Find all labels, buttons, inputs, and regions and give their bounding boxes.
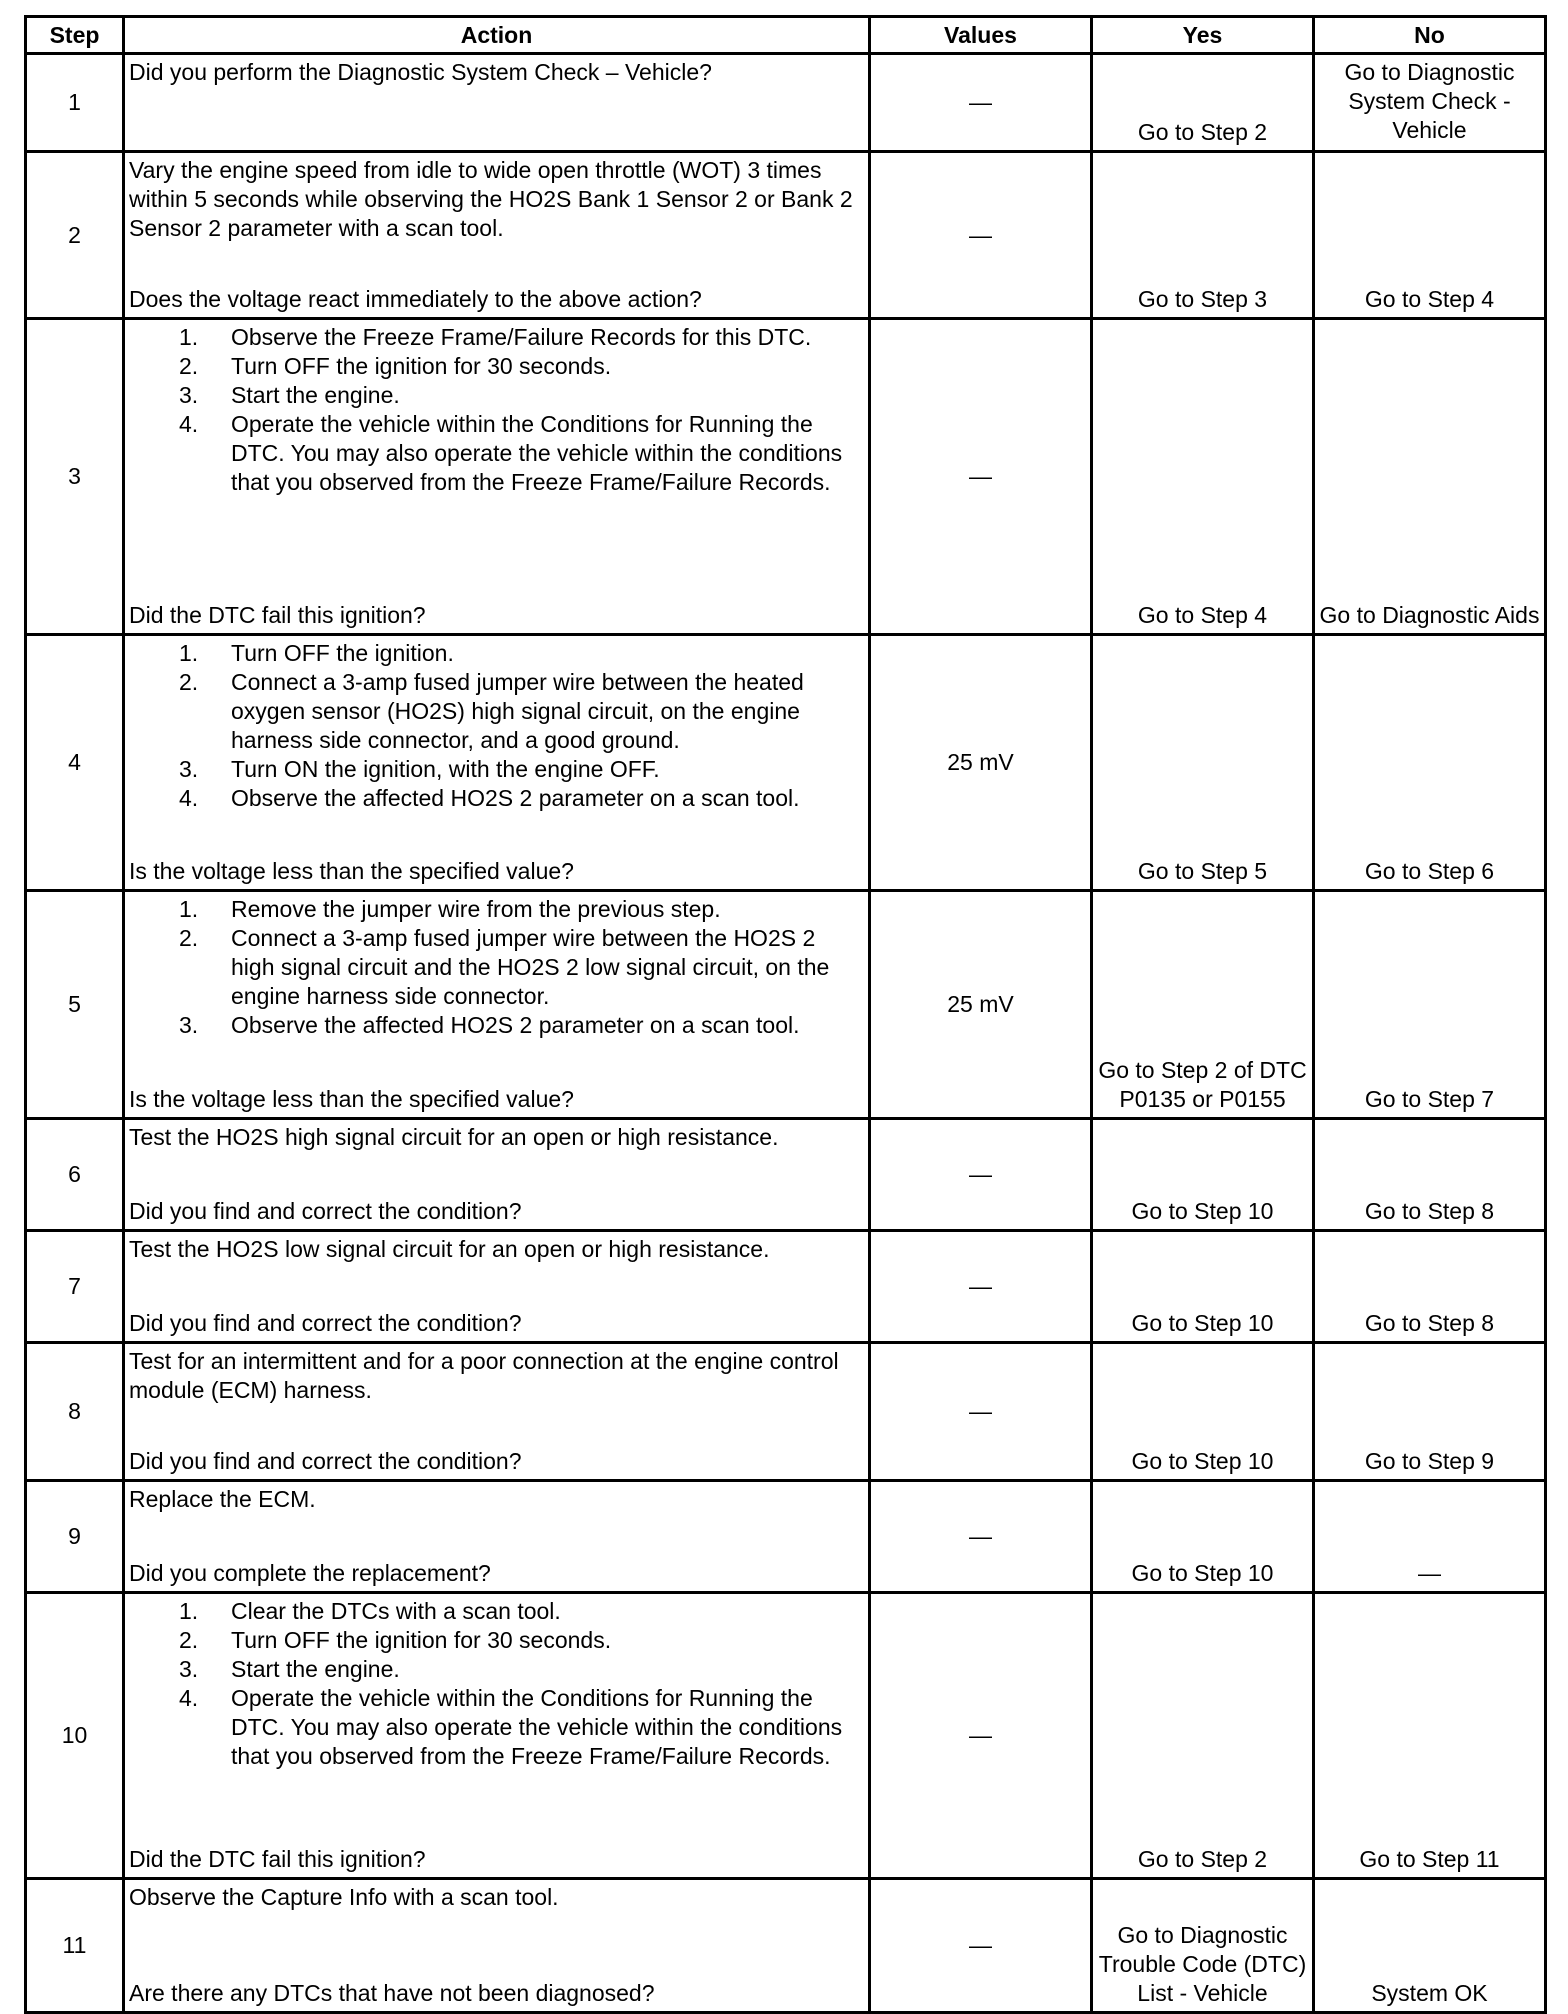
no-cell: Go to Step 7 (1314, 891, 1546, 1119)
action-cell (124, 54, 870, 152)
table-row (26, 319, 1546, 635)
list-item-text: Operate the vehicle within the Conditions for Running the DTC. You may also operate the vehicle within the conditions that you observed from the Freeze Frame/Failure Records. (231, 411, 843, 495)
yes-cell: Go to Step 10 (1092, 1481, 1314, 1593)
list-item-text: Operate the vehicle within the Conditions for Running the DTC. You may also operate the vehicle within the conditions that you observed from the Freeze Frame/Failure Records. (231, 1685, 843, 1769)
action-text: Observe the Capture Info with a scan tool. (129, 1884, 559, 1910)
list-item-text: Turn OFF the ignition. (231, 640, 454, 666)
step-number: 9 (26, 1481, 124, 1593)
action-cell (124, 1231, 870, 1343)
step-number: 10 (26, 1593, 124, 1879)
header-yes: Yes (1092, 17, 1314, 54)
no-cell: Go to Step 6 (1314, 635, 1546, 891)
list-item-text: Connect a 3-amp fused jumper wire between the heated oxygen sensor (HO2S) high signal circuit, on the engine harness side connector, and a good ground. (231, 669, 804, 753)
list-item-number: 1. (179, 640, 199, 666)
list-item-number: 2. (179, 669, 199, 695)
list-item (129, 323, 864, 352)
action-cell (124, 1481, 870, 1593)
list-item-number: 4. (179, 785, 199, 811)
action-steps-list (129, 895, 864, 1040)
list-item (129, 1626, 864, 1655)
list-item-text: Turn OFF the ignition for 30 seconds. (231, 353, 612, 379)
header-step: Step (26, 17, 124, 54)
action-text: Replace the ECM. (129, 1486, 316, 1512)
value-cell: — (870, 1879, 1092, 2013)
list-item-number: 4. (179, 411, 199, 437)
table-row (26, 1119, 1546, 1231)
table-header-row (26, 17, 1546, 54)
no-cell: Go to Step 9 (1314, 1343, 1546, 1481)
no-cell: Go to Step 11 (1314, 1593, 1546, 1879)
action-cell (124, 1343, 870, 1481)
value-cell: — (870, 1119, 1092, 1231)
table-row (26, 1481, 1546, 1593)
step-number: 5 (26, 891, 124, 1119)
step-number: 6 (26, 1119, 124, 1231)
yes-cell: Go to Step 2 (1092, 1593, 1314, 1879)
diagnostic-table (24, 15, 1547, 2014)
list-item (129, 1011, 864, 1040)
yes-cell: Go to Step 10 (1092, 1343, 1314, 1481)
yes-cell: Go to Step 4 (1092, 319, 1314, 635)
list-item-number: 3. (179, 1656, 199, 1682)
action-cell (124, 891, 870, 1119)
no-cell: Go to Step 4 (1314, 152, 1546, 319)
header-values: Values (870, 17, 1092, 54)
list-item-number: 2. (179, 1627, 199, 1653)
action-question: Does the voltage react immediately to the above action? (129, 286, 702, 312)
action-text: Test the HO2S high signal circuit for an open or high resistance. (129, 1124, 779, 1150)
action-cell (124, 635, 870, 891)
yes-cell: Go to Step 3 (1092, 152, 1314, 319)
step-number: 3 (26, 319, 124, 635)
action-question: Did the DTC fail this ignition? (129, 1846, 426, 1872)
action-question: Did the DTC fail this ignition? (129, 602, 426, 628)
list-item-number: 3. (179, 756, 199, 782)
list-item (129, 1684, 864, 1771)
step-number: 2 (26, 152, 124, 319)
yes-cell: Go to Diagnostic Trouble Code (DTC) List - Vehicle (1092, 1879, 1314, 2013)
list-item-number: 1. (179, 324, 199, 350)
list-item (129, 924, 864, 1011)
table-row (26, 1879, 1546, 2013)
step-number: 4 (26, 635, 124, 891)
yes-cell: Go to Step 10 (1092, 1119, 1314, 1231)
value-cell: — (870, 1343, 1092, 1481)
value-cell: — (870, 319, 1092, 635)
action-steps-list (129, 639, 864, 813)
action-question: Did you find and correct the condition? (129, 1448, 522, 1474)
list-item-number: 3. (179, 382, 199, 408)
action-text: Test the HO2S low signal circuit for an open or high resistance. (129, 1236, 770, 1262)
list-item (129, 410, 864, 497)
list-item (129, 1597, 864, 1626)
value-cell: — (870, 1593, 1092, 1879)
no-cell: Go to Step 8 (1314, 1231, 1546, 1343)
action-steps-list (129, 323, 864, 497)
list-item (129, 639, 864, 668)
header-no: No (1314, 17, 1546, 54)
action-text: Vary the engine speed from idle to wide open throttle (WOT) 3 times within 5 seconds while observing the HO2S Bank 1 Sensor 2 or Bank 2 Sensor 2 parameter with a scan tool. (129, 157, 853, 241)
action-cell (124, 152, 870, 319)
action-question: Is the voltage less than the specified value? (129, 1086, 574, 1112)
value-cell: — (870, 1481, 1092, 1593)
list-item (129, 1655, 864, 1684)
action-text: Test for an intermittent and for a poor connection at the engine control module (ECM) harness. (129, 1348, 839, 1403)
list-item (129, 668, 864, 755)
list-item-number: 1. (179, 896, 199, 922)
value-cell: 25 mV (870, 635, 1092, 891)
table-row (26, 1231, 1546, 1343)
step-number: 7 (26, 1231, 124, 1343)
action-cell (124, 1593, 870, 1879)
action-question: Is the voltage less than the specified value? (129, 858, 574, 884)
list-item-number: 2. (179, 925, 199, 951)
table-row (26, 1343, 1546, 1481)
table-row (26, 891, 1546, 1119)
step-number: 8 (26, 1343, 124, 1481)
value-cell: — (870, 1231, 1092, 1343)
list-item-text: Remove the jumper wire from the previous step. (231, 896, 721, 922)
list-item-text: Turn OFF the ignition for 30 seconds. (231, 1627, 612, 1653)
list-item-number: 4. (179, 1685, 199, 1711)
list-item-text: Clear the DTCs with a scan tool. (231, 1598, 561, 1624)
list-item-text: Observe the affected HO2S 2 parameter on a scan tool. (231, 785, 800, 811)
list-item-text: Observe the affected HO2S 2 parameter on a scan tool. (231, 1012, 800, 1038)
list-item-number: 3. (179, 1012, 199, 1038)
yes-cell: Go to Step 5 (1092, 635, 1314, 891)
value-cell: — (870, 152, 1092, 319)
header-action: Action (124, 17, 870, 54)
action-question: Did you find and correct the condition? (129, 1310, 522, 1336)
step-number: 11 (26, 1879, 124, 2013)
list-item-number: 2. (179, 353, 199, 379)
table-row (26, 1593, 1546, 1879)
value-cell: 25 mV (870, 891, 1092, 1119)
action-question: Are there any DTCs that have not been diagnosed? (129, 1980, 655, 2006)
action-cell (124, 1879, 870, 2013)
value-cell: — (870, 54, 1092, 152)
list-item (129, 755, 864, 784)
list-item (129, 381, 864, 410)
action-question: Did you complete the replacement? (129, 1560, 491, 1586)
yes-cell: Go to Step 10 (1092, 1231, 1314, 1343)
no-cell: Go to Diagnostic Aids (1314, 319, 1546, 635)
action-question: Did you find and correct the condition? (129, 1198, 522, 1224)
list-item (129, 784, 864, 813)
list-item-text: Start the engine. (231, 1656, 400, 1682)
list-item (129, 895, 864, 924)
action-steps-list (129, 1597, 864, 1771)
list-item-number: 1. (179, 1598, 199, 1624)
list-item-text: Start the engine. (231, 382, 400, 408)
list-item-text: Observe the Freeze Frame/Failure Records for this DTC. (231, 324, 812, 350)
list-item-text: Turn ON the ignition, with the engine OFF. (231, 756, 660, 782)
action-cell (124, 1119, 870, 1231)
no-cell: Go to Diagnostic System Check - Vehicle (1314, 54, 1546, 152)
list-item (129, 352, 864, 381)
yes-cell: Go to Step 2 (1092, 54, 1314, 152)
no-cell: — (1314, 1481, 1546, 1593)
action-text: Did you perform the Diagnostic System Check – Vehicle? (129, 59, 712, 85)
list-item-text: Connect a 3-amp fused jumper wire between the HO2S 2 high signal circuit and the HO2S 2 low signal circuit, on the engine harness side connector. (231, 925, 830, 1009)
yes-cell: Go to Step 2 of DTC P0135 or P0155 (1092, 891, 1314, 1119)
no-cell: Go to Step 8 (1314, 1119, 1546, 1231)
action-cell (124, 319, 870, 635)
no-cell: System OK (1314, 1879, 1546, 2013)
table-row (26, 152, 1546, 319)
table-row (26, 54, 1546, 152)
table-body (26, 54, 1546, 2013)
table-row (26, 635, 1546, 891)
step-number: 1 (26, 54, 124, 152)
